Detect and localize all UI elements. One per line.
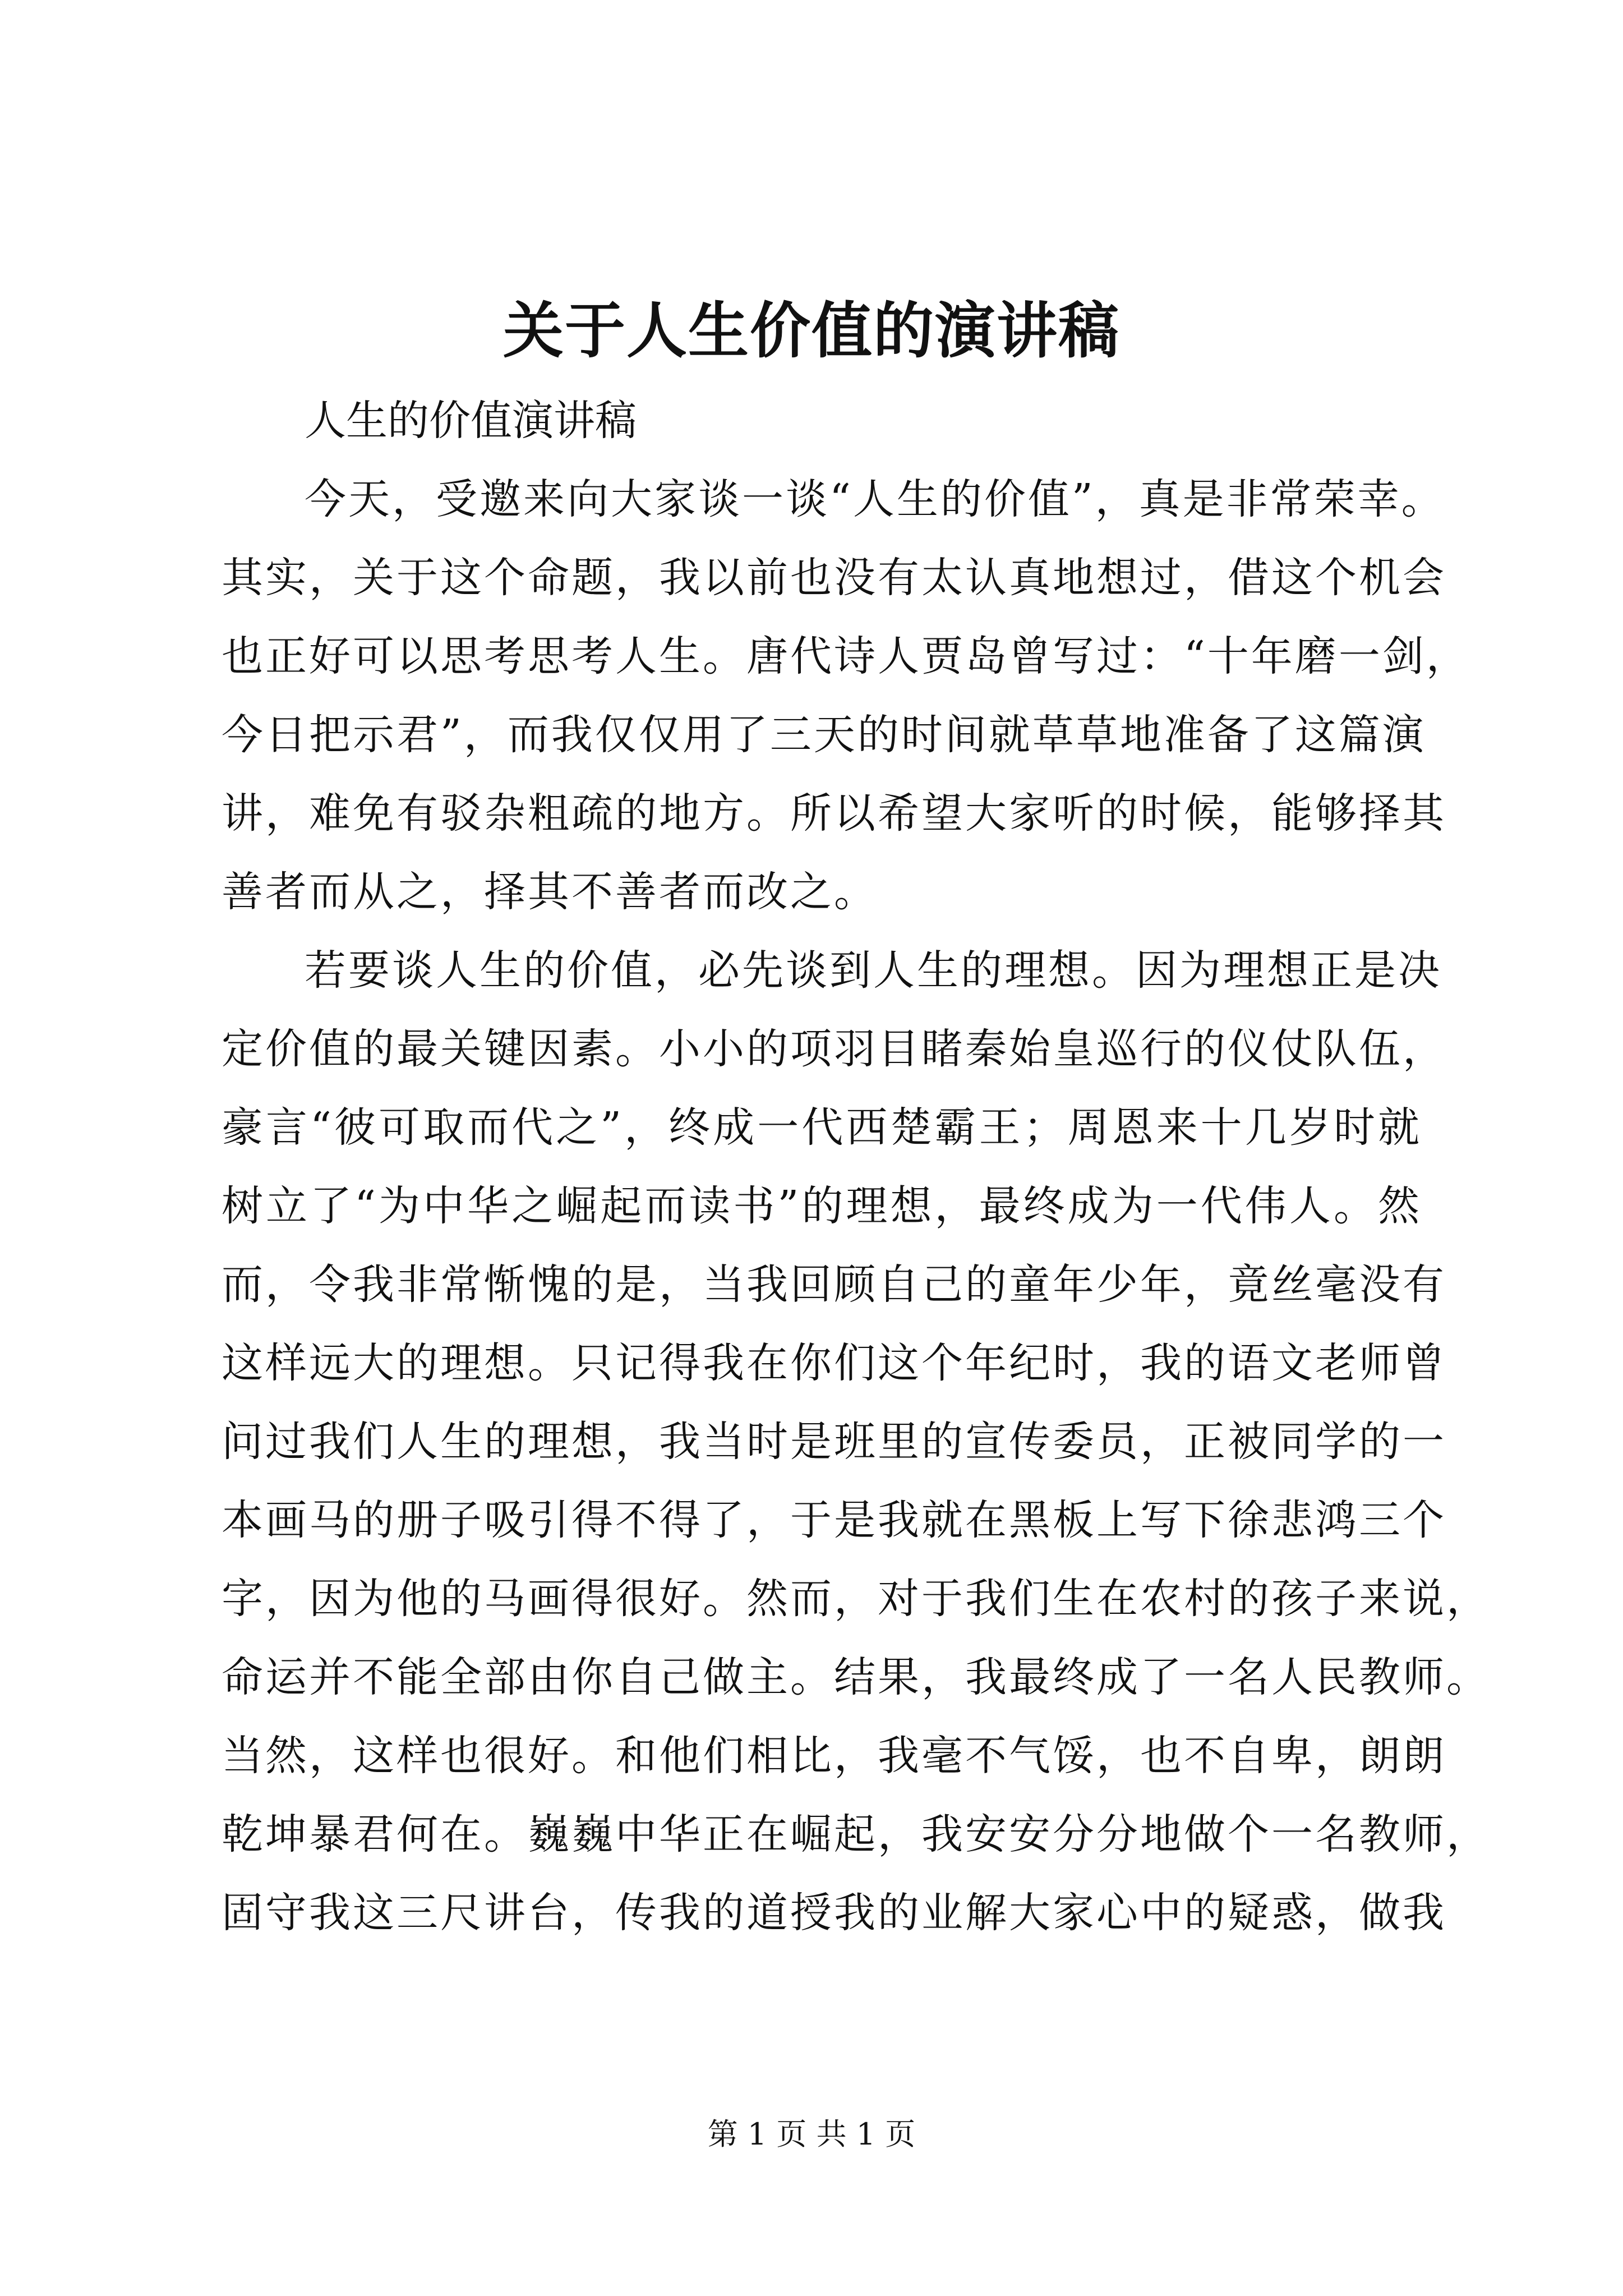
paragraph-2 — [222, 931, 1490, 1952]
paragraph-line: 今日把示君”，而我仅仅用了三天的时间就草草地准备了这篇演 — [222, 711, 1426, 759]
paragraph-line: 也正好可以思考思考人生。唐代诗人贾岛曾写过：“十年磨一剑， — [222, 632, 1470, 680]
paragraph-line: 当然，这样也很好。和他们相比，我毫不气馁，也不自卑，朗朗 — [222, 1732, 1446, 1780]
paragraph-1 — [222, 460, 1470, 931]
paragraph-line: 其实，关于这个命题，我以前也没有太认真地想过，借这个机会 — [222, 554, 1446, 602]
paragraph-line: 乾坤暴君何在。巍巍中华正在崛起，我安安分分地做个一名教师， — [222, 1810, 1490, 1858]
document-body — [222, 381, 1490, 1952]
paragraph-line: 而，令我非常惭愧的是，当我回顾自己的童年少年，竟丝毫没有 — [222, 1260, 1446, 1309]
paragraph-line: 树立了“为中华之崛起而读书”的理想，最终成为一代伟人。然 — [222, 1182, 1422, 1230]
document-title: 关于人生价值的演讲稿 — [502, 296, 1120, 366]
paragraph-line: 命运并不能全部由你自己做主。结果，我最终成了一名人民教师。 — [222, 1653, 1490, 1701]
paragraph-line: 本画马的册子吸引得不得了，于是我就在黑板上写下徐悲鸿三个 — [222, 1496, 1446, 1544]
paragraph-line: 讲，难免有驳杂粗疏的地方。所以希望大家听的时候，能够择其 — [222, 789, 1446, 838]
document-subtitle: 人生的价值演讲稿 — [305, 397, 637, 445]
paragraph-line: 善者而从之，择其不善者而改之。 — [222, 868, 878, 916]
paragraph-line: 问过我们人生的理想，我当时是班里的宣传委员，正被同学的一 — [222, 1418, 1446, 1466]
page-footer: 第 1 页 共 1 页 — [707, 2116, 916, 2152]
paragraph-line: 豪言“彼可取而代之”，终成一代西楚霸王；周恩来十几岁时就 — [222, 1103, 1422, 1152]
paragraph-line: 若要谈人生的价值，必先谈到人生的理想。因为理想正是决 — [305, 946, 1442, 995]
paragraph-line: 这样远大的理想。只记得我在你们这个年纪时，我的语文老师曾 — [222, 1339, 1446, 1387]
paragraph-line: 今天，受邀来向大家谈一谈“人生的价值”，真是非常荣幸。 — [305, 475, 1445, 523]
paragraph-line: 字，因为他的马画得很好。然而，对于我们生在农村的孩子来说， — [222, 1575, 1490, 1623]
paragraph-line: 固守我这三尺讲台，传我的道授我的业解大家心中的疑惑，做我 — [222, 1889, 1446, 1937]
paragraph-line: 定价值的最关键因素。小小的项羽目睹秦始皇巡行的仪仗队伍， — [222, 1025, 1446, 1073]
